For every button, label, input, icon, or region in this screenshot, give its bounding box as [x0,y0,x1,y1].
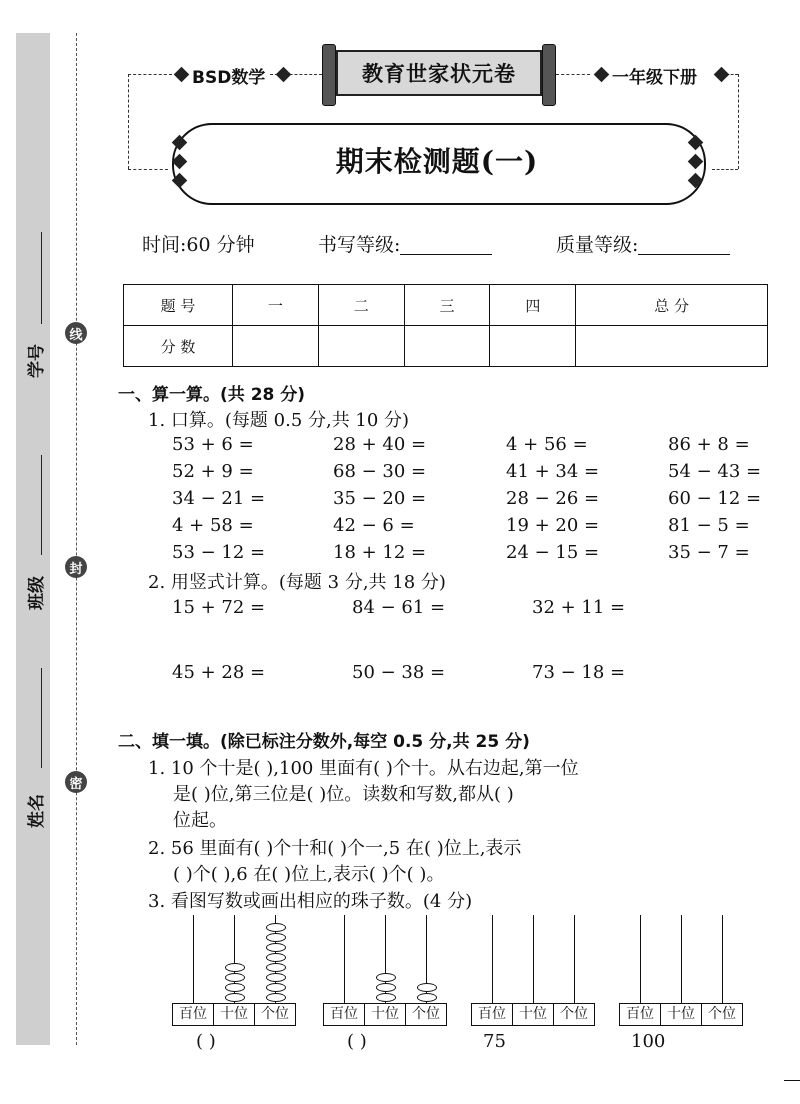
abacus-bead [266,983,286,992]
edition-tag: BSD数学 [192,68,266,88]
seal-seal-mark: 封 [65,556,87,578]
abacus-rod [574,915,575,1003]
question-2-2-line-1: 2. 56 里面有( )个十和( )个一,5 在( )位上,表示 [148,838,522,859]
abacus-bead [417,993,437,1002]
vertical-calc-item: 15 + 72 = [172,597,266,618]
score-row-label: 分 数 [124,326,233,367]
mental-math-item: 28 − 26 = [506,488,600,509]
question-2-1-line-1: 1. 10 个十是( ),100 里面有( )个十。从右边起,第一位 [148,758,579,779]
header-frame-left [128,74,129,169]
vertical-calc-item: 45 + 28 = [172,662,266,683]
abacus-bead [266,963,286,972]
abacus-place-label: 十位 [213,1003,255,1026]
abacus-bead [225,973,245,982]
abacus-place-label: 百位 [172,1003,214,1026]
abacus-bead [225,963,245,972]
vertical-calc-item: 84 − 61 = [352,597,446,618]
section-2-title: 二、填一填。(除已标注分数外,每空 0.5 分,共 25 分) [118,732,530,752]
score-header-cell: 四 [490,285,576,326]
abacus-place-label: 个位 [405,1003,447,1026]
abacus-place-label: 十位 [364,1003,406,1026]
score-header-cell: 题 号 [124,285,233,326]
abacus-rod [492,915,493,1003]
score-cell[interactable] [233,326,319,367]
binding-strip [16,33,50,1045]
score-table [123,284,768,367]
score-header-cell: 三 [404,285,490,326]
score-table-row [124,326,768,367]
writing-grade [318,230,492,257]
score-cell[interactable] [404,326,490,367]
mental-math-item: 24 − 15 = [506,542,600,563]
abacus-place-label: 个位 [254,1003,296,1026]
header-frame-right [738,74,739,169]
abacus-answer: 75 [483,1031,506,1052]
mental-math-item: 53 − 12 = [172,542,266,563]
question-2-2-line-2: ( )个( ),6 在( )位上,表示( )个( )。 [173,864,445,885]
abacus-place-label: 个位 [701,1003,743,1026]
score-header-cell: 一 [233,285,319,326]
mental-math-item: 42 − 6 = [333,515,415,536]
mental-math-item: 41 + 34 = [506,461,600,482]
abacus-bead [376,973,396,982]
page-edge-mark [784,1080,800,1081]
abacus-bead [376,983,396,992]
scroll-roll-right [542,44,556,106]
abacus-place-label: 十位 [660,1003,702,1026]
abacus-bead [266,943,286,952]
header-frame-right-bottom [712,169,738,170]
seal-line-mark: 线 [65,322,87,344]
mental-math-item: 4 + 58 = [172,515,254,536]
abacus-bead [225,993,245,1002]
abacus-bead [266,923,286,932]
mental-math-item: 68 − 30 = [333,461,427,482]
mental-math-item: 4 + 56 = [506,434,588,455]
header-frame-left-top [128,74,172,75]
question-2-3: 3. 看图写数或画出相应的珠子数。(4 分) [148,891,473,912]
mental-math-item: 86 + 8 = [668,434,750,455]
abacus-bead [225,983,245,992]
question-1-2: 2. 用竖式计算。(每题 3 分,共 18 分) [148,572,446,593]
section-1-title: 一、算一算。(共 28 分) [118,385,306,405]
mental-math-item: 35 − 7 = [668,542,750,563]
score-header-cell: 二 [318,285,404,326]
writing-grade-label: 书写等级: [318,234,401,256]
abacus-rod [533,915,534,1003]
class-blank[interactable] [41,455,42,555]
header-frame-mid-right [556,74,590,75]
question-1-1: 1. 口算。(每题 0.5 分,共 10 分) [148,410,410,431]
abacus-rod [640,915,641,1003]
mental-math-item: 18 + 12 = [333,542,427,563]
abacus-rod [193,915,194,1003]
score-cell[interactable] [490,326,576,367]
score-cell[interactable] [318,326,404,367]
cut-line [76,33,77,1045]
quality-grade-blank[interactable] [638,236,730,255]
name-blank[interactable] [41,668,42,768]
brand-name: 教育世家状元卷 [336,50,542,96]
score-cell[interactable] [576,326,768,367]
abacus-rod [344,915,345,1003]
abacus-place-label: 百位 [471,1003,513,1026]
mental-math-item: 52 + 9 = [172,461,254,482]
question-2-1-line-3: 位起。 [173,810,227,831]
page-title: 期末检测题(一) [335,145,539,178]
abacus-rod [681,915,682,1003]
abacus-answer: 100 [631,1031,666,1052]
seal-secret-mark: 密 [65,771,87,793]
diamond-icon [174,67,190,83]
brand-scroll [322,44,556,104]
abacus-bead [266,933,286,942]
abacus-rod [722,915,723,1003]
quality-grade [556,230,730,257]
name-label: 姓名 [27,794,47,828]
student-id-label: 学号 [27,344,47,378]
grade-tag: 一年级下册 [612,68,697,88]
student-id-blank[interactable] [41,232,42,324]
mental-math-item: 53 + 6 = [172,434,254,455]
score-header-cell: 总 分 [576,285,768,326]
diamond-icon [276,67,292,83]
class-label: 班级 [27,576,47,610]
quality-grade-label: 质量等级: [556,234,639,256]
abacus-bead [376,993,396,1002]
abacus-answer[interactable]: ( ) [347,1031,367,1052]
time-limit: 时间:60 分钟 [142,234,255,256]
abacus-bead [266,973,286,982]
mental-math-item: 28 + 40 = [333,434,427,455]
mental-math-item: 35 − 20 = [333,488,427,509]
question-2-1-line-2: 是( )位,第三位是( )位。读数和写数,都从( ) [173,784,514,805]
diamond-icon [594,67,610,83]
vertical-calc-item: 32 + 11 = [532,597,626,618]
writing-grade-blank[interactable] [400,236,492,255]
vertical-calc-item: 50 − 38 = [352,662,446,683]
mental-math-item: 19 + 20 = [506,515,600,536]
abacus-place-label: 百位 [323,1003,365,1026]
mental-math-item: 81 − 5 = [668,515,750,536]
scroll-roll-left [322,44,336,106]
mental-math-item: 60 − 12 = [668,488,762,509]
abacus-bead [266,953,286,962]
abacus-place-label: 个位 [553,1003,595,1026]
mental-math-item: 54 − 43 = [668,461,762,482]
mental-math-item: 34 − 21 = [172,488,266,509]
abacus-bead [266,993,286,1002]
score-table-header-row [124,285,768,326]
abacus-place-label: 百位 [619,1003,661,1026]
vertical-calc-item: 73 − 18 = [532,662,626,683]
abacus-place-label: 十位 [512,1003,554,1026]
abacus-answer[interactable]: ( ) [196,1031,216,1052]
header-frame-left-bottom [128,169,168,170]
diamond-icon [714,67,730,83]
abacus-bead [417,983,437,992]
